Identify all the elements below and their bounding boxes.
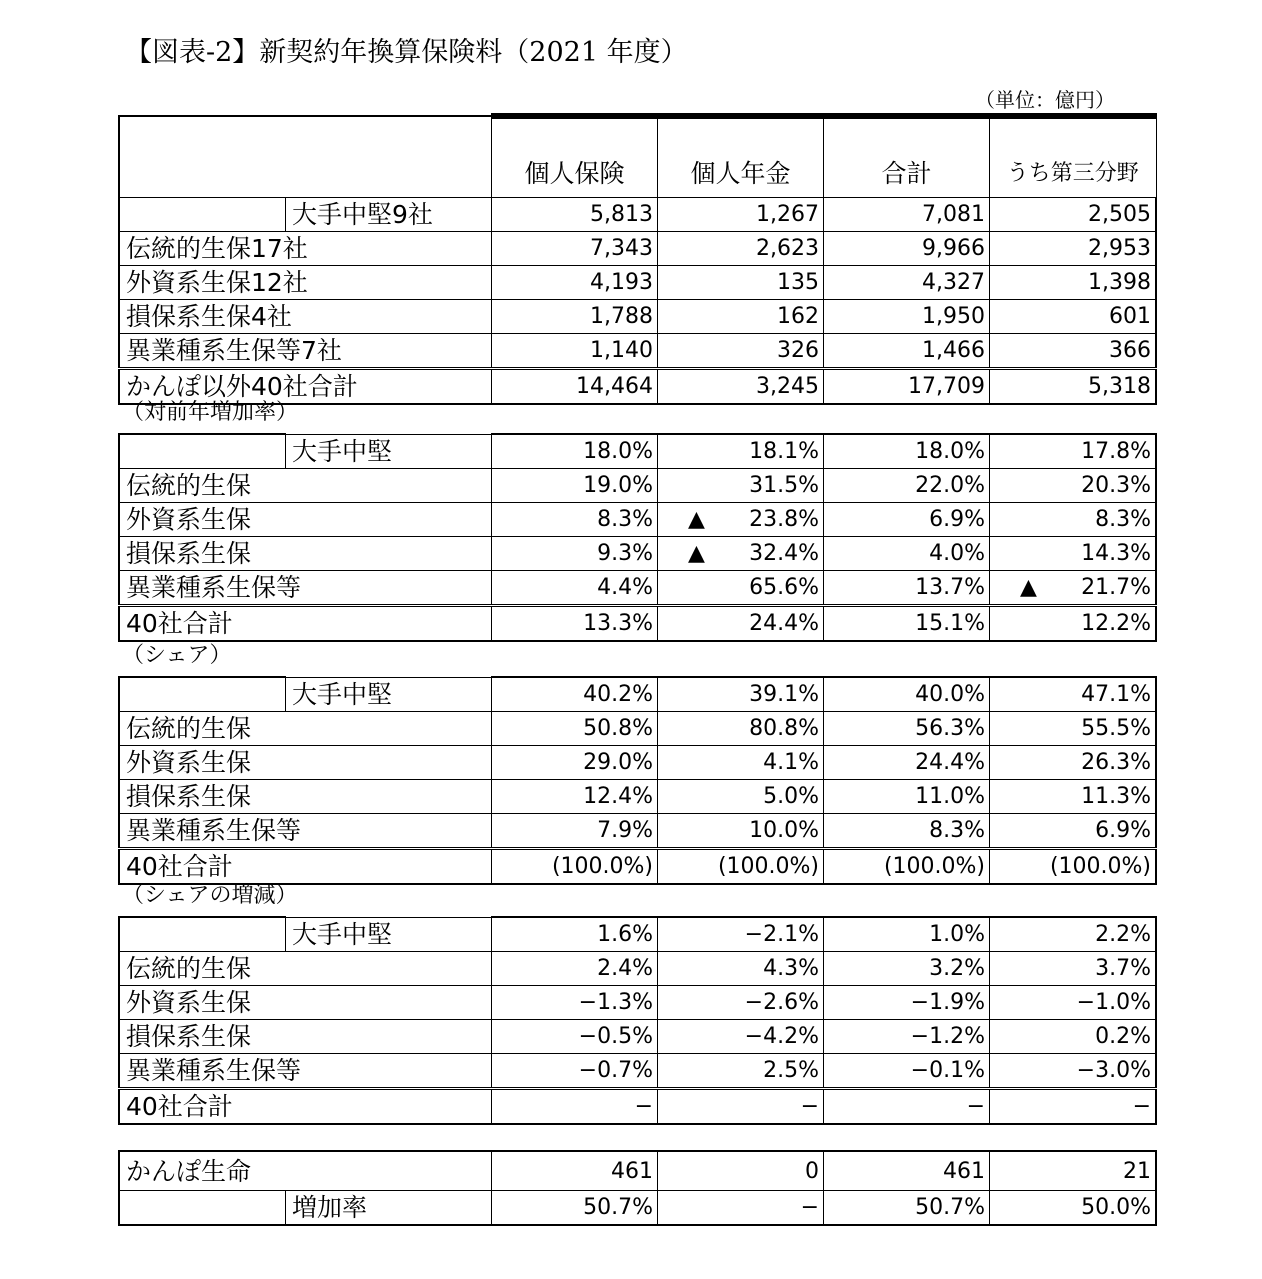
table-row bbox=[119, 503, 1156, 537]
row-label: 伝統的生保 bbox=[119, 469, 492, 503]
value-cell: −3.0% bbox=[990, 1054, 1157, 1089]
value-cell: 80.8% bbox=[658, 712, 824, 746]
value-cell: 17.8% bbox=[990, 434, 1157, 469]
section-caption: （対前年増加率） bbox=[122, 400, 299, 425]
value-cell: 50.0% bbox=[990, 1191, 1157, 1226]
value-cell: 1,398 bbox=[990, 266, 1157, 300]
table-row bbox=[119, 300, 1156, 334]
value-cell: 366 bbox=[990, 334, 1157, 369]
negative-marker-icon: ▲ bbox=[688, 507, 705, 532]
value-cell: 65.6% bbox=[658, 571, 824, 606]
value-cell: ▲ 23.8% bbox=[658, 503, 824, 537]
value-cell: 19.0% bbox=[492, 469, 658, 503]
value-cell: 135 bbox=[658, 266, 824, 300]
row-label: かんぽ以外40社合計 bbox=[119, 369, 492, 405]
value-cell: 18.0% bbox=[824, 434, 990, 469]
table-row bbox=[119, 571, 1156, 606]
value-cell: 10.0% bbox=[658, 814, 824, 849]
value-cell: 4.1% bbox=[658, 746, 824, 780]
value-cell: 8.3% bbox=[492, 503, 658, 537]
value-cell: 8.3% bbox=[990, 503, 1157, 537]
value-cell: ▲ 21.7% bbox=[990, 571, 1157, 606]
column-header: 個人年金 bbox=[658, 116, 824, 198]
value-cell: 40.2% bbox=[492, 677, 658, 712]
value-cell: 1.6% bbox=[492, 917, 658, 952]
row-label: 損保系生保 bbox=[119, 537, 492, 571]
page-title: 【図表-2】新契約年換算保険料（2021 年度） bbox=[125, 37, 688, 68]
value-cell: 5,318 bbox=[990, 369, 1157, 405]
value-cell: 1.0% bbox=[824, 917, 990, 952]
row-label: 増加率 bbox=[286, 1191, 492, 1226]
row-label: 異業種系生保等7社 bbox=[119, 334, 492, 369]
row-label: 大手中堅9社 bbox=[286, 198, 492, 232]
section-caption: （シェアの増減） bbox=[122, 883, 298, 908]
row-label: 異業種系生保等 bbox=[119, 571, 492, 606]
row-label: 外資系生保12社 bbox=[119, 266, 492, 300]
value-cell: 9.3% bbox=[492, 537, 658, 571]
value-cell: −2.1% bbox=[658, 917, 824, 952]
value-cell: −1.3% bbox=[492, 986, 658, 1020]
value-cell: 31.5% bbox=[658, 469, 824, 503]
data-table bbox=[118, 916, 1157, 1125]
table-row bbox=[119, 334, 1156, 369]
value-cell: 7.9% bbox=[492, 814, 658, 849]
value-cell: 461 bbox=[492, 1151, 658, 1191]
value-cell: 14.3% bbox=[990, 537, 1157, 571]
row-label: 伝統的生保 bbox=[119, 952, 492, 986]
row-indent bbox=[119, 198, 286, 232]
row-label: 異業種系生保等 bbox=[119, 1054, 492, 1089]
value-cell: 2.5% bbox=[658, 1054, 824, 1089]
value-cell: (100.0%) bbox=[990, 849, 1157, 885]
value-cell: 3.2% bbox=[824, 952, 990, 986]
row-label: 外資系生保 bbox=[119, 503, 492, 537]
value-cell: 39.1% bbox=[658, 677, 824, 712]
value-cell: − bbox=[824, 1089, 990, 1125]
value-cell: 11.3% bbox=[990, 780, 1157, 814]
column-header: 合計 bbox=[824, 116, 990, 198]
row-label: かんぽ生命 bbox=[119, 1151, 492, 1191]
value-cell: 4.0% bbox=[824, 537, 990, 571]
row-indent bbox=[119, 677, 286, 712]
value-cell: 12.2% bbox=[990, 606, 1157, 642]
value-cell: 7,081 bbox=[824, 198, 990, 232]
value-cell: 15.1% bbox=[824, 606, 990, 642]
table-row bbox=[119, 266, 1156, 300]
value-cell: 50.7% bbox=[492, 1191, 658, 1226]
row-label: 異業種系生保等 bbox=[119, 814, 492, 849]
table-row bbox=[119, 677, 1156, 712]
value-cell: − bbox=[658, 1089, 824, 1125]
table-row bbox=[119, 1089, 1156, 1125]
value-cell: 13.7% bbox=[824, 571, 990, 606]
value-cell: − bbox=[658, 1191, 824, 1226]
header-row bbox=[119, 116, 1156, 198]
value-cell: 3,245 bbox=[658, 369, 824, 405]
value-cell: 12.4% bbox=[492, 780, 658, 814]
value-cell: 6.9% bbox=[990, 814, 1157, 849]
row-label: 損保系生保 bbox=[119, 780, 492, 814]
header-corner bbox=[119, 116, 492, 198]
value-cell: 56.3% bbox=[824, 712, 990, 746]
table-row bbox=[119, 434, 1156, 469]
table-row bbox=[119, 469, 1156, 503]
value-cell: −2.6% bbox=[658, 986, 824, 1020]
value-cell: 21 bbox=[990, 1151, 1157, 1191]
row-indent bbox=[119, 917, 286, 952]
value-cell: −1.2% bbox=[824, 1020, 990, 1054]
negative-marker-icon: ▲ bbox=[1020, 575, 1037, 600]
unit-label: （単位：億円） bbox=[975, 88, 1115, 112]
value-cell: −1.0% bbox=[990, 986, 1157, 1020]
value-cell: −0.5% bbox=[492, 1020, 658, 1054]
row-label: 伝統的生保 bbox=[119, 712, 492, 746]
value-cell: 461 bbox=[824, 1151, 990, 1191]
value-cell: 601 bbox=[990, 300, 1157, 334]
table-row bbox=[119, 746, 1156, 780]
value-cell: 11.0% bbox=[824, 780, 990, 814]
data-table bbox=[118, 676, 1157, 885]
value-cell: 1,140 bbox=[492, 334, 658, 369]
value-cell: (100.0%) bbox=[492, 849, 658, 885]
row-label: 損保系生保 bbox=[119, 1020, 492, 1054]
column-header: うち第三分野 bbox=[990, 116, 1157, 198]
value-cell: 5,813 bbox=[492, 198, 658, 232]
value-cell: −1.9% bbox=[824, 986, 990, 1020]
value-cell: 0.2% bbox=[990, 1020, 1157, 1054]
value-cell: 2.4% bbox=[492, 952, 658, 986]
table-row bbox=[119, 198, 1156, 232]
value-cell: 50.8% bbox=[492, 712, 658, 746]
kampo-table bbox=[118, 1150, 1157, 1226]
row-indent bbox=[119, 434, 286, 469]
table-row bbox=[119, 232, 1156, 266]
value-cell: 22.0% bbox=[824, 469, 990, 503]
value-cell: 50.7% bbox=[824, 1191, 990, 1226]
value-cell: − bbox=[492, 1089, 658, 1125]
value-cell: −4.2% bbox=[658, 1020, 824, 1054]
table-row bbox=[119, 712, 1156, 746]
value-cell: −0.7% bbox=[492, 1054, 658, 1089]
table-row bbox=[119, 814, 1156, 849]
row-label: 外資系生保 bbox=[119, 986, 492, 1020]
table-row bbox=[119, 537, 1156, 571]
value-cell: 14,464 bbox=[492, 369, 658, 405]
value-cell: 2,505 bbox=[990, 198, 1157, 232]
value-cell: 18.0% bbox=[492, 434, 658, 469]
value-cell: 2,623 bbox=[658, 232, 824, 266]
section-caption: （シェア） bbox=[122, 643, 232, 668]
value-cell: 18.1% bbox=[658, 434, 824, 469]
value-cell: 4.4% bbox=[492, 571, 658, 606]
value-cell: 47.1% bbox=[990, 677, 1157, 712]
row-label: 40社合計 bbox=[119, 1089, 492, 1125]
data-table bbox=[118, 433, 1157, 642]
value-cell: 1,788 bbox=[492, 300, 658, 334]
row-label: 40社合計 bbox=[119, 849, 492, 885]
value-cell: 0 bbox=[658, 1151, 824, 1191]
value-cell: 4,193 bbox=[492, 266, 658, 300]
value-cell: 5.0% bbox=[658, 780, 824, 814]
value-cell: (100.0%) bbox=[658, 849, 824, 885]
row-label: 損保系生保4社 bbox=[119, 300, 492, 334]
value-cell: 1,466 bbox=[824, 334, 990, 369]
column-header: 個人保険 bbox=[492, 116, 658, 198]
value-cell: ▲ 32.4% bbox=[658, 537, 824, 571]
table-row bbox=[119, 780, 1156, 814]
value-cell: − bbox=[990, 1089, 1157, 1125]
row-label: 40社合計 bbox=[119, 606, 492, 642]
row-label: 外資系生保 bbox=[119, 746, 492, 780]
table-row bbox=[119, 986, 1156, 1020]
value-cell: 326 bbox=[658, 334, 824, 369]
value-cell: −0.1% bbox=[824, 1054, 990, 1089]
value-cell: 4.3% bbox=[658, 952, 824, 986]
row-indent bbox=[119, 1191, 286, 1226]
value-cell: 26.3% bbox=[990, 746, 1157, 780]
table-row bbox=[119, 1151, 1156, 1191]
value-cell: 55.5% bbox=[990, 712, 1157, 746]
value-cell: 8.3% bbox=[824, 814, 990, 849]
row-label: 大手中堅 bbox=[286, 677, 492, 712]
table-row bbox=[119, 1191, 1156, 1226]
value-cell: 1,267 bbox=[658, 198, 824, 232]
value-cell: 40.0% bbox=[824, 677, 990, 712]
negative-marker-icon: ▲ bbox=[688, 541, 705, 566]
value-cell: 3.7% bbox=[990, 952, 1157, 986]
table-row bbox=[119, 606, 1156, 642]
value-cell: 7,343 bbox=[492, 232, 658, 266]
value-cell: 2.2% bbox=[990, 917, 1157, 952]
value-cell: 9,966 bbox=[824, 232, 990, 266]
value-cell: 162 bbox=[658, 300, 824, 334]
value-cell: 20.3% bbox=[990, 469, 1157, 503]
table-row bbox=[119, 1020, 1156, 1054]
value-cell: 24.4% bbox=[658, 606, 824, 642]
table-row bbox=[119, 917, 1156, 952]
table-row bbox=[119, 1054, 1156, 1089]
value-cell: 17,709 bbox=[824, 369, 990, 405]
table-row bbox=[119, 952, 1156, 986]
value-cell: 13.3% bbox=[492, 606, 658, 642]
value-cell: 1,950 bbox=[824, 300, 990, 334]
value-cell: 24.4% bbox=[824, 746, 990, 780]
value-cell: 29.0% bbox=[492, 746, 658, 780]
row-label: 伝統的生保17社 bbox=[119, 232, 492, 266]
value-cell: 2,953 bbox=[990, 232, 1157, 266]
value-cell: 6.9% bbox=[824, 503, 990, 537]
row-label: 大手中堅 bbox=[286, 917, 492, 952]
data-table bbox=[118, 113, 1157, 405]
value-cell: 4,327 bbox=[824, 266, 990, 300]
row-label: 大手中堅 bbox=[286, 434, 492, 469]
value-cell: (100.0%) bbox=[824, 849, 990, 885]
